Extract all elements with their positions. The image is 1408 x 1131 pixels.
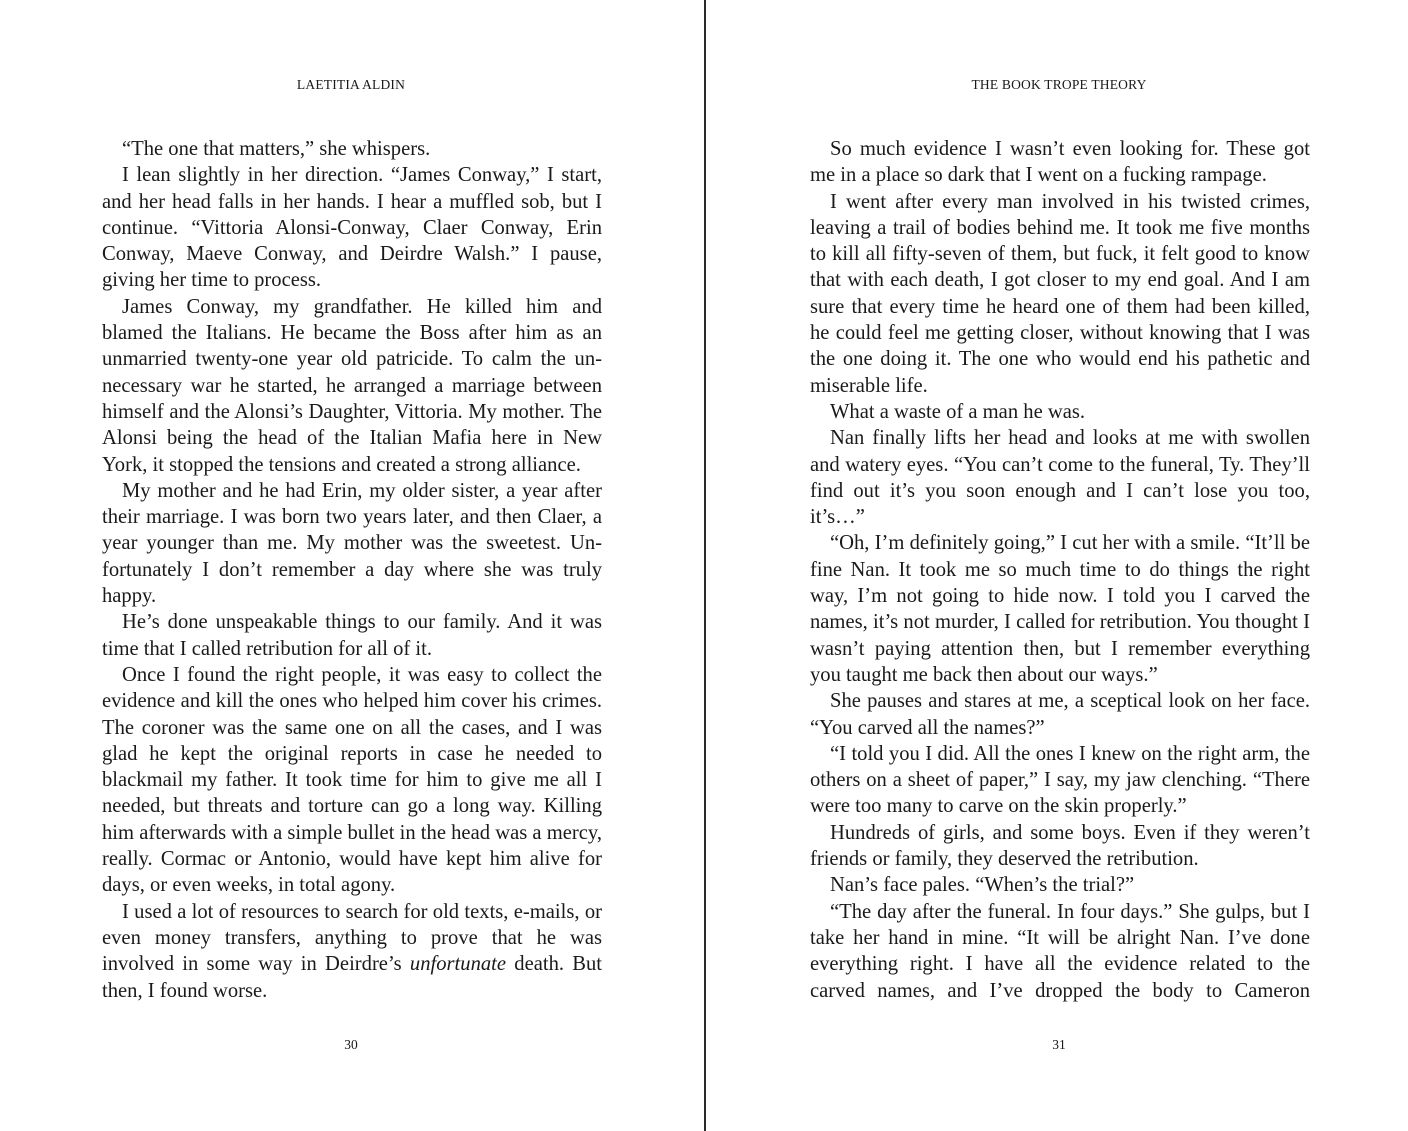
paragraph: I lean slightly in her direction. “James Conway,” I start, and her head falls in her hands. I hear a muffled sob, but I continue. “Vittoria Alonsi-Conway, Claer Conway, Erin Conway, Maeve Conway, and Deirdre Walsh.” I pause, giving her time to process.	[102, 164, 602, 292]
paragraph: Nan’s face pales. “When’s the trial?”	[830, 874, 1135, 897]
right-page-body	[810, 136, 1310, 1004]
paragraph-with-emphasis	[102, 899, 602, 1004]
left-page-body	[102, 136, 602, 1004]
paragraph: “I told you I did. All the ones I knew on the right arm, the others on a sheet of paper,” I say, my jaw clenching. “There were too many to carve on the skin properly.”	[810, 742, 1310, 818]
paragraph-text: death. But then, I found worse.	[102, 953, 602, 1002]
paragraph: I went after every man involved in his twisted crimes, leaving a trail of bodies behind me. It took me five months to kill all fifty-seven of them, but fuck, it felt good to know that with each death, I got closer to my end goal. And I am sure that every time he heard one of them had been killed, he could feel me getting closer, without knowing that I was the one doing it. The one who would end his pathetic and miserable life.	[810, 190, 1310, 397]
paragraph: Hundreds of girls, and some boys. Even if they weren’t friends or family, they deserved the retribution.	[810, 821, 1310, 871]
paragraph: So much evidence I wasn’t even looking for. These got me in a place so dark that I went on a fucking rampage.	[810, 138, 1310, 187]
running-head-author: LAETITIA ALDIN	[296, 77, 406, 92]
paragraph: “Oh, I’m definitely going,” I cut her with a smile. “It’ll be fine Nan. It took me so much time to do things the right way, I’m not going to hide now. I told you I carved the names, it’s not murder, I called for retribution. You thought I wasn’t paying attention then, but I remember everything you taught me back then about our ways.”	[810, 532, 1310, 686]
paragraph: Once I found the right people, it was easy to collect the evidence and kill the ones who helped him cover his crimes. The coroner was the same one on all the cases, and I was glad he kept the original reports in case he needed to blackmail my father. It took time for him to give me all I needed, but threats and torture can go a long way. Killing him afterwards with a simple bullet in the head was a mercy, really. Cormac or Antonio, would have kept him alive for days, or even weeks, in total agony.	[102, 663, 602, 897]
right-page	[706, 0, 1408, 1131]
paragraph: What a waste of a man he was.	[830, 400, 1086, 423]
page-number: 30	[344, 1037, 358, 1052]
paragraph: My mother and he had Erin, my older sister, a year after their marriage. I was born two years later, and then Claer, a year younger than me. My mother was the sweetest. Unfortunately I don’t remember a day where she was truly happy.	[102, 479, 602, 608]
page-number: 31	[1052, 1037, 1066, 1052]
running-head-title: THE BOOK TROPE THEORY	[971, 77, 1147, 92]
paragraph: He’s done unspeakable things to our family. And it was time that I called retribution for all of it.	[102, 611, 602, 660]
paragraph: She pauses and stares at me, a sceptical look on her face. “You carved all the names?”	[810, 690, 1310, 739]
paragraph-text: I used a lot of resources to search for old texts, e-mails, or even money transfers, anything to prove that he was involved in some way in Deirdre’s	[102, 900, 602, 976]
paragraph: Nan finally lifts her head and looks at me with swollen and watery eyes. “You can’t come to the funeral, Ty. They’ll find out it’s you soon enough and I can’t lose you too, it’s…”	[810, 427, 1310, 529]
emphasis-text: unfortunate	[409, 953, 507, 976]
paragraph-continued: “The day after the funeral. In four days.” She gulps, but I take her hand in mine. “It will be alright Nan. I’ve done everything right. I have all the evidence related to the carved names, and I’ve dropped the body to Cameron	[810, 900, 1310, 1002]
paragraph: James Conway, my grandfather. He killed him and blamed the Italians. He became the Boss after him as an unmarried twenty-one year old patricide. To calm the unnecessary war he started, he arranged a marriage between himself and the Alonsi’s Daughter, Vittoria. My mother. The Alonsi being the head of the Italian Mafia here in New York, it stopped the tensions and created a strong alliance.	[102, 295, 602, 476]
paragraph: “The one that matters,” she whispers.	[122, 138, 431, 160]
